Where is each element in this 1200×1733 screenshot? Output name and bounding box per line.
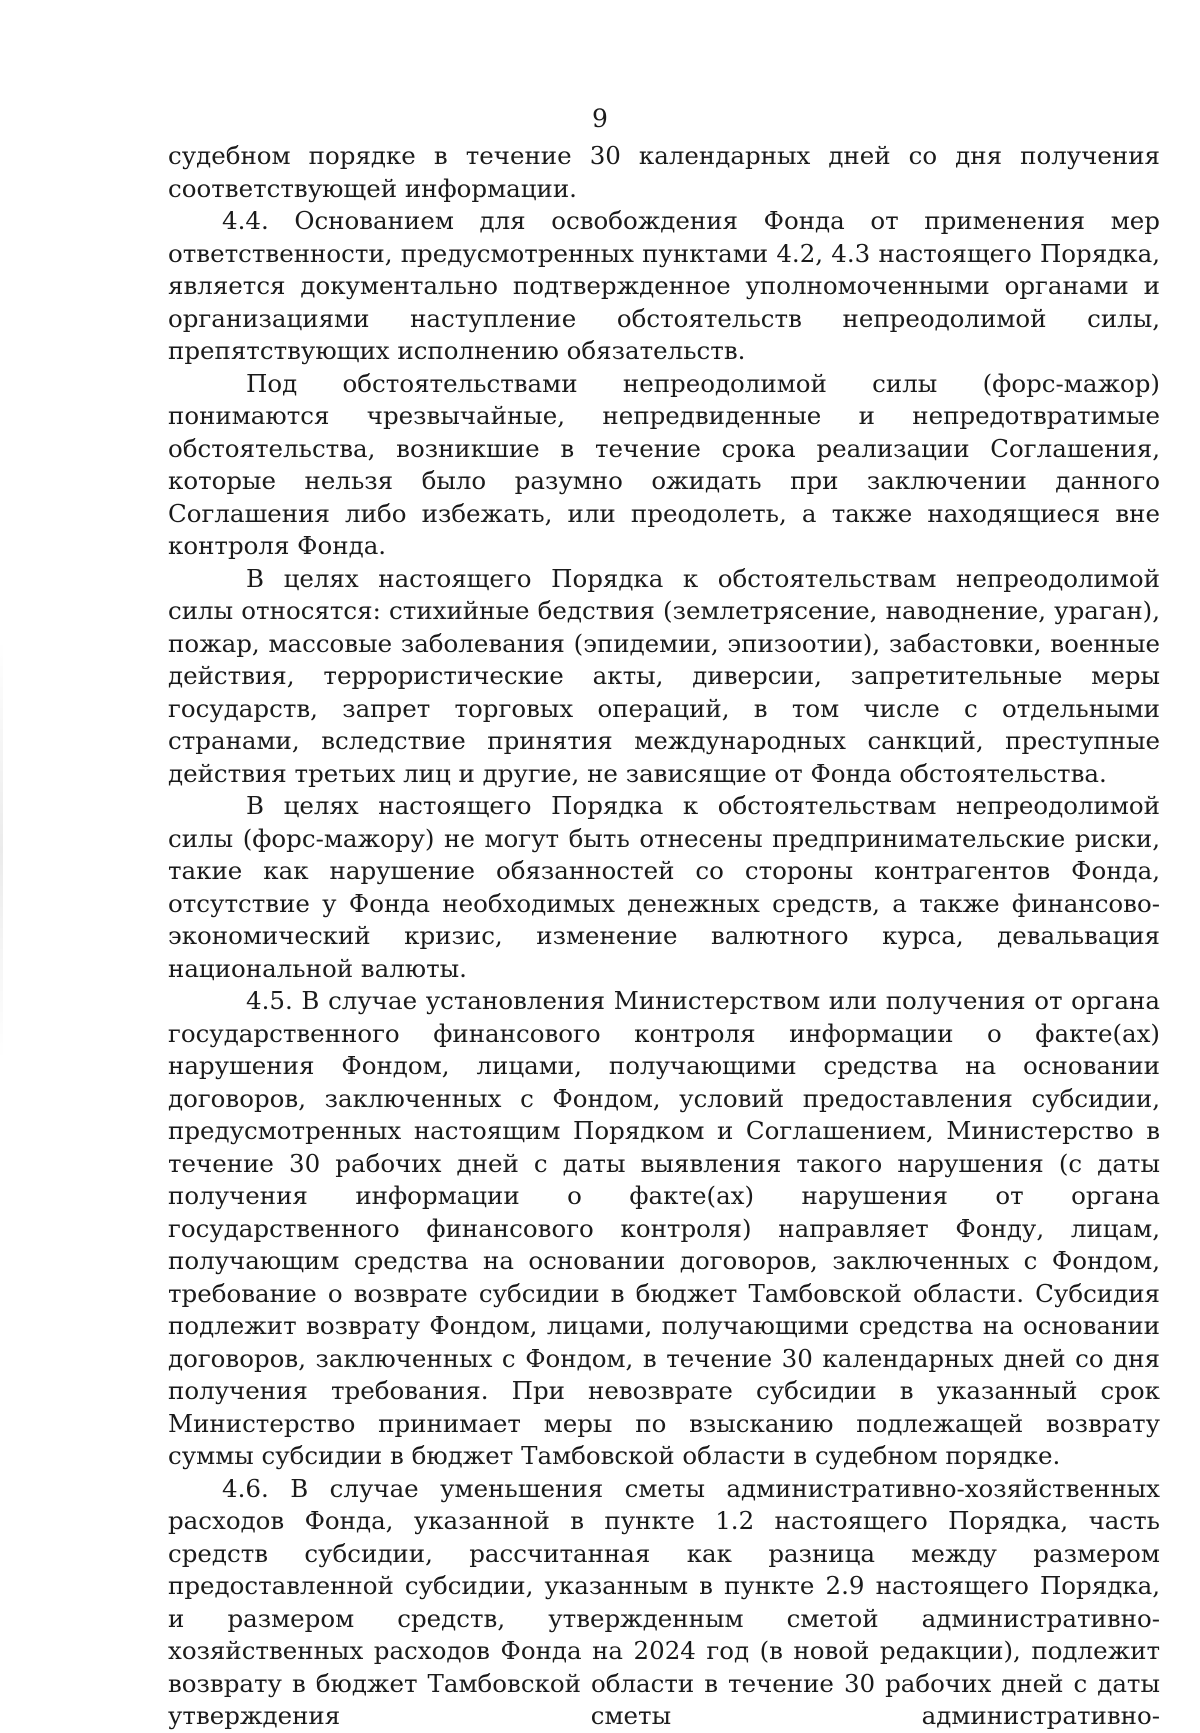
paragraph-force-majeure-exclusions: В целях настоящего Порядка к обстоятельствам непреодолимой силы (форс-мажору) не могут быть отнесены предпринимательские риски, такие как нарушение обязанностей со стороны контрагентов Фонда, отсутствие у Фонда необходимых денежных средств, а также финансово-экономический кризис, изменение валютного курса, девальвация национальной валюты. — [168, 791, 1160, 983]
scan-edge-shadow — [0, 640, 3, 1060]
paragraph-continuation: судебном порядке в течение 30 календарных дней со дня получения соответствующей информации. — [168, 141, 1160, 203]
document-body — [168, 140, 1160, 1733]
paragraph-4-6: 4.6. В случае уменьшения сметы административно-хозяйственных расходов Фонда, указанной в пункте 1.2 настоящего Порядка, часть средств субсидии, рассчитанная как разница между размером предоставленной субсидии, указанным в пункте 2.9 настоящего Порядка, и размером средств, утвержденным сметой административно-хозяйственных расходов Фонда на 2024 год (в новой редакции), подлежит возврату в бюджет Тамбовской области в течение 30 рабочих дней с даты утверждения сметы административно- — [168, 1473, 1160, 1730]
page-number: 9 — [592, 104, 608, 133]
paragraph-4-4: 4.4. Основанием для освобождения Фонда от применения мер ответственности, предусмотренных пунктами 4.2, 4.3 настоящего Порядка, является документально подтвержденное уполномоченными органами и организациями наступление обстоятельств непреодолимой силы, препятствующих исполнению обязательств. — [168, 206, 1160, 365]
paragraph-force-majeure-definition: Под обстоятельствами непреодолимой силы (форс-мажор) понимаются чрезвычайные, непредвиденные и непредотвратимые обстоятельства, возникшие в течение срока реализации Соглашения, которые нельзя было разумно ожидать при заключении данного Соглашения либо избежать, или преодолеть, а также находящиеся вне контроля Фонда. — [168, 368, 1160, 560]
paragraph-4-5: 4.5. В случае установления Министерством или получения от органа государственного финансового контроля информации о факте(ах) нарушения Фондом, лицами, получающими средства на основании договоров, заключенных с Фондом, условий предоставления субсидии, предусмотренных настоящим Порядком и Соглашением, Министерство в течение 30 рабочих дней с даты выявления такого нарушения (с даты получения информации о факте(ах) нарушения от органа государственного финансового контроля) направляет Фонду, лицам, получающим средства на основании договоров, заключенных с Фондом, требование о возврате субсидии в бюджет Тамбовской области. Субсидия подлежит возврату Фондом, лицами, получающими средства на основании договоров, заключенных с Фондом, в течение 30 календарных дней со дня получения требования. При невозврате субсидии в указанный срок Министерство принимает меры по взысканию подлежащей возврату суммы субсидии в бюджет Тамбовской области в судебном порядке. — [168, 986, 1160, 1470]
paragraph-force-majeure-list: В целях настоящего Порядка к обстоятельствам непреодолимой силы относятся: стихийные бедствия (землетрясение, наводнение, ураган), пожар, массовые заболевания (эпидемии, эпизоотии), забастовки, военные действия, террористические акты, диверсии, запретительные меры государств, запрет торговых операций, в том числе с отдельными странами, вследствие принятия международных санкций, преступные действия третьих лиц и другие, не зависящие от Фонда обстоятельства. — [168, 563, 1160, 788]
